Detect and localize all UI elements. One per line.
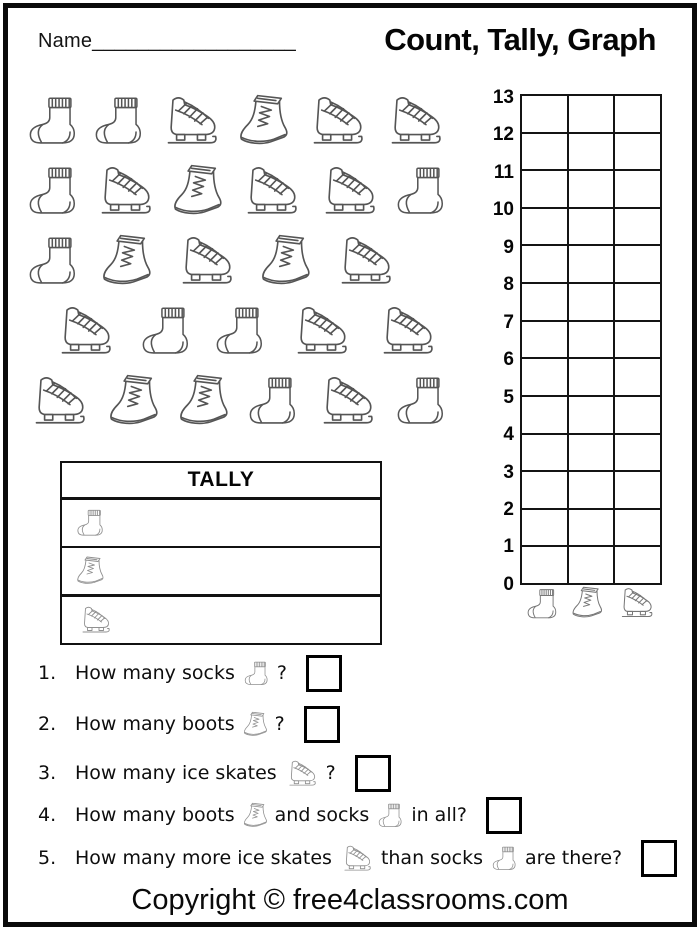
graph-tick-label: 4 [503, 424, 514, 446]
page-title: Count, Tally, Graph [384, 22, 656, 57]
graph-cell[interactable] [522, 359, 567, 395]
question-row [38, 651, 342, 695]
graph-cell[interactable] [569, 322, 614, 358]
graph-col-icons [520, 585, 663, 621]
graph-ticks [468, 87, 514, 595]
graph-cell[interactable] [522, 209, 567, 245]
graph-tick-label: 1 [503, 536, 514, 558]
items-row [26, 296, 450, 366]
items-grid [26, 86, 450, 436]
graph-tick-label: 2 [503, 498, 514, 520]
question-text: ? [274, 713, 285, 735]
ice-skate-icon [238, 162, 306, 220]
sock-icon [394, 374, 450, 428]
ice-skate-icon [284, 758, 321, 789]
question-text: How many boots [75, 804, 235, 826]
items-row [26, 226, 450, 296]
copyright-footer: Copyright © free4classrooms.com [131, 884, 569, 916]
ice-skate-icon [339, 843, 376, 874]
boot-icon [99, 232, 157, 290]
ice-skate-icon [288, 302, 356, 360]
ice-skate-icon [75, 604, 117, 636]
graph-tick-label: 11 [493, 161, 514, 183]
boot-icon [75, 554, 107, 588]
tally-table [60, 461, 382, 645]
graph-cell[interactable] [522, 435, 567, 471]
graph-cell[interactable] [569, 472, 614, 508]
graph-cell[interactable] [522, 134, 567, 170]
ice-skate-icon [158, 92, 226, 150]
ice-skate-icon [304, 92, 372, 150]
sock-icon [213, 304, 269, 358]
ice-skate-icon [316, 162, 384, 220]
graph-tick-label: 0 [503, 573, 514, 595]
sock-icon [26, 94, 82, 148]
graph-cell[interactable] [615, 359, 660, 395]
graph-cell[interactable] [569, 246, 614, 282]
name-field[interactable]: Name__________________ [38, 30, 296, 52]
answer-box[interactable] [486, 797, 522, 834]
graph-cell[interactable] [615, 246, 660, 282]
graph-tick-label: 5 [503, 386, 514, 408]
sock-icon [523, 587, 563, 621]
graph-cell[interactable] [569, 397, 614, 433]
answer-box[interactable] [304, 706, 340, 743]
question-text: ? [325, 762, 336, 784]
sock-icon [26, 234, 82, 288]
graph-cell[interactable] [522, 547, 567, 583]
question-text: How many ice skates [75, 762, 277, 784]
sock-icon [246, 374, 302, 428]
graph-cell[interactable] [615, 96, 660, 132]
ice-skate-icon [92, 162, 160, 220]
boot-icon [236, 92, 294, 150]
graph-cell[interactable] [615, 472, 660, 508]
question-text: How many socks [75, 662, 235, 684]
graph-tick-label: 8 [503, 274, 514, 296]
graph-tick-label: 6 [503, 349, 514, 371]
sock-icon [490, 845, 520, 872]
answer-box[interactable] [355, 755, 391, 792]
graph-cell[interactable] [615, 547, 660, 583]
graph-cell[interactable] [615, 209, 660, 245]
ice-skate-icon [26, 372, 94, 430]
tally-header: TALLY [62, 463, 380, 497]
graph-cell[interactable] [522, 171, 567, 207]
graph-cell[interactable] [615, 322, 660, 358]
boot-icon [242, 800, 270, 831]
boot-icon [258, 232, 316, 290]
graph-cell[interactable] [569, 359, 614, 395]
sock-icon [139, 304, 195, 358]
graph-tick-label: 9 [503, 236, 514, 258]
graph-cell[interactable] [615, 134, 660, 170]
graph-cell[interactable] [569, 435, 614, 471]
graph-cell[interactable] [522, 246, 567, 282]
items-row [26, 366, 450, 436]
boot-icon [106, 372, 164, 430]
graph-tick-label: 7 [503, 311, 514, 333]
question-text: in all? [411, 804, 467, 826]
answer-box[interactable] [641, 840, 677, 877]
question-row [38, 793, 522, 837]
graph-cell[interactable] [569, 209, 614, 245]
graph-cell[interactable] [569, 171, 614, 207]
question-number: 4. [38, 804, 57, 826]
graph-cell[interactable] [615, 171, 660, 207]
boot-icon [242, 709, 270, 740]
tally-row[interactable] [62, 500, 380, 546]
graph-tick-label: 10 [492, 199, 514, 221]
question-text: are there? [525, 847, 623, 869]
graph-grid [520, 94, 662, 585]
question-row [38, 751, 391, 795]
graph-cell[interactable] [522, 322, 567, 358]
graph-cell[interactable] [522, 284, 567, 320]
graph-cell[interactable] [522, 510, 567, 546]
graph-cell[interactable] [522, 96, 567, 132]
graph-tick-label: 3 [503, 461, 514, 483]
sock-icon [92, 94, 148, 148]
question-number: 1. [38, 662, 57, 684]
boot-icon [170, 162, 228, 220]
tally-rows [62, 500, 380, 643]
graph-tick-label: 13 [492, 87, 514, 108]
ice-skate-icon [314, 372, 382, 430]
sock-icon [376, 802, 406, 829]
graph-cell[interactable] [522, 397, 567, 433]
question-text: How many boots [75, 713, 235, 735]
question-row [38, 836, 677, 880]
boot-icon [176, 372, 234, 430]
tally-row[interactable] [62, 548, 380, 594]
graph-cell[interactable] [569, 547, 614, 583]
question-number: 2. [38, 713, 57, 735]
graph-cell[interactable] [615, 284, 660, 320]
ice-skate-icon [52, 302, 120, 360]
question-number: 5. [38, 847, 57, 869]
question-number: 3. [38, 762, 57, 784]
graph-tick-label: 12 [492, 124, 514, 146]
ice-skate-icon [173, 232, 241, 290]
ice-skate-icon [382, 92, 450, 150]
items-row [26, 156, 450, 226]
ice-skate-icon [614, 585, 660, 621]
graph-cell[interactable] [569, 96, 614, 132]
sock-icon [242, 660, 272, 687]
question-text: and socks [274, 804, 370, 826]
ice-skate-icon [332, 232, 400, 290]
answer-box[interactable] [306, 655, 342, 692]
graph-cell[interactable] [569, 284, 614, 320]
graph-cell[interactable] [615, 435, 660, 471]
graph-cell[interactable] [615, 510, 660, 546]
sock-icon [394, 164, 450, 218]
graph-cell[interactable] [569, 510, 614, 546]
ice-skate-icon [374, 302, 442, 360]
graph-cell[interactable] [522, 472, 567, 508]
question-text: ? [276, 662, 287, 684]
sock-icon [26, 164, 82, 218]
question-text: How many more ice skates [75, 847, 332, 869]
boot-icon [568, 585, 608, 621]
graph-cell[interactable] [615, 397, 660, 433]
tally-row[interactable] [62, 597, 380, 643]
question-row [38, 702, 340, 746]
sock-icon [75, 508, 107, 538]
graph-cell[interactable] [569, 134, 614, 170]
question-text: than socks [380, 847, 484, 869]
items-row [26, 86, 450, 156]
